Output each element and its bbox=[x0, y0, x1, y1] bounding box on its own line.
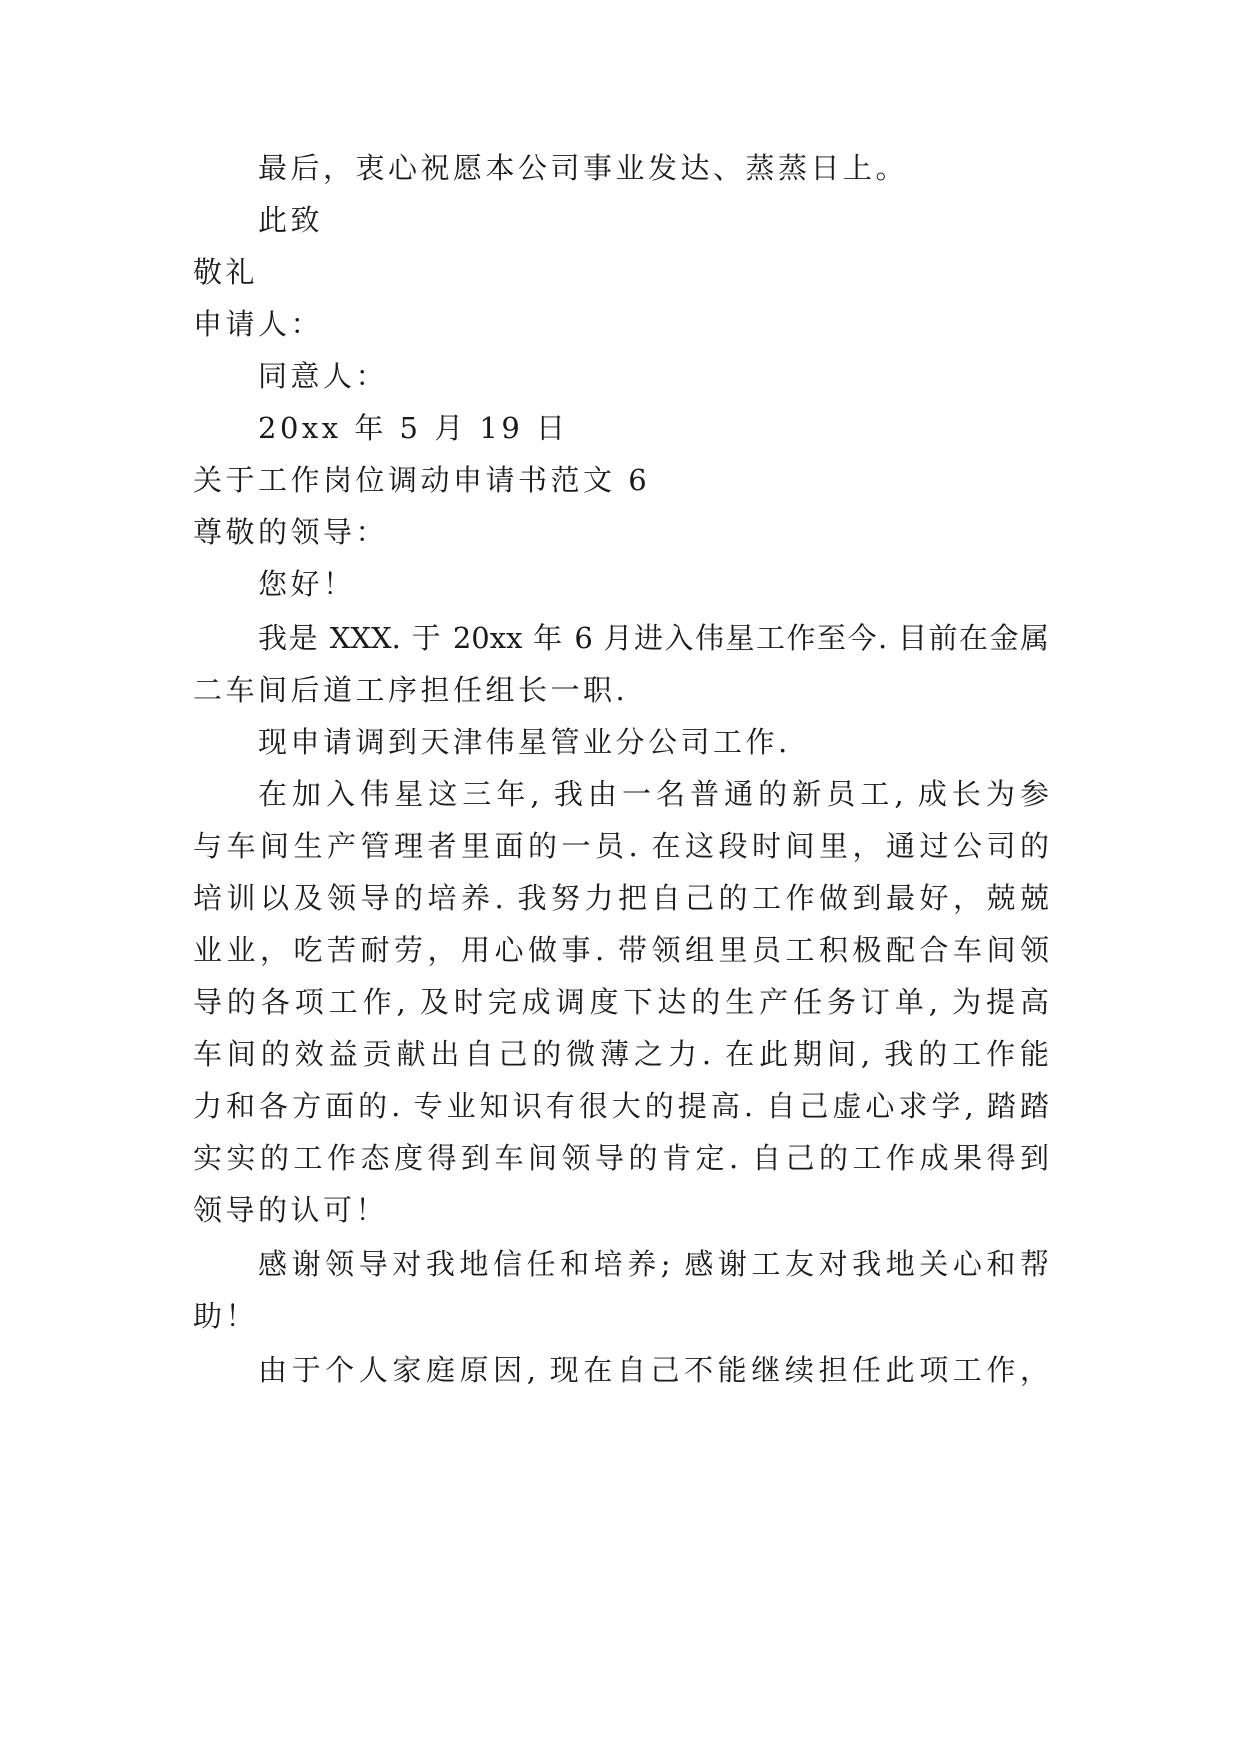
date-line: 20xx 年 5 月 19 日 bbox=[258, 411, 569, 445]
salutation-cizhi: 此致 bbox=[258, 203, 324, 237]
paragraph-line: 现申请调到天津伟星管业分公司工作. bbox=[258, 725, 791, 759]
salutation-jingli: 敬礼 bbox=[193, 255, 259, 289]
paragraph-line: 在加入伟星这三年, 我由一名普通的新员工, 成长为参 bbox=[258, 777, 1049, 811]
paragraph-line: 二车间后道工序担任组长一职. bbox=[193, 673, 629, 707]
paragraph-line: 领导的认可！ bbox=[193, 1193, 389, 1227]
paragraph-line: 我是 XXX. 于 20xx 年 6 月进入伟星工作至今. 目前在金属 bbox=[258, 621, 1049, 655]
greeting-hello: 您好！ bbox=[258, 567, 356, 601]
greeting-recipient: 尊敬的领导： bbox=[193, 515, 389, 549]
paragraph-line: 感谢领导对我地信任和培养; 感谢工友对我地关心和帮 bbox=[258, 1247, 1049, 1281]
paragraph-line: 助！ bbox=[193, 1299, 259, 1333]
paragraph-line: 力和各方面的. 专业知识有很大的提高. 自己虚心求学, 踏踏 bbox=[193, 1089, 1049, 1123]
section-title: 关于工作岗位调动申请书范文 6 bbox=[193, 463, 651, 497]
approver-label: 同意人： bbox=[258, 359, 389, 393]
paragraph-line: 导的各项工作, 及时完成调度下达的生产任务订单, 为提高 bbox=[193, 985, 1049, 1019]
closing-wish-line: 最后，衷心祝愿本公司事业发达、蒸蒸日上。 bbox=[258, 151, 909, 185]
paragraph-line: 培训以及领导的培养. 我努力把自己的工作做到最好，兢兢 bbox=[193, 881, 1049, 915]
paragraph-line: 与车间生产管理者里面的一员. 在这段时间里，通过公司的 bbox=[193, 829, 1049, 863]
paragraph-line: 实实的工作态度得到车间领导的肯定. 自己的工作成果得到 bbox=[193, 1141, 1049, 1175]
paragraph-line: 车间的效益贡献出自己的微薄之力. 在此期间, 我的工作能 bbox=[193, 1037, 1049, 1071]
paragraph-line: 业业，吃苦耐劳，用心做事. 带领组里员工积极配合车间领 bbox=[193, 933, 1049, 967]
applicant-label: 申请人： bbox=[193, 307, 324, 341]
paragraph-line: 由于个人家庭原因, 现在自己不能继续担任此项工作， bbox=[258, 1353, 1049, 1387]
